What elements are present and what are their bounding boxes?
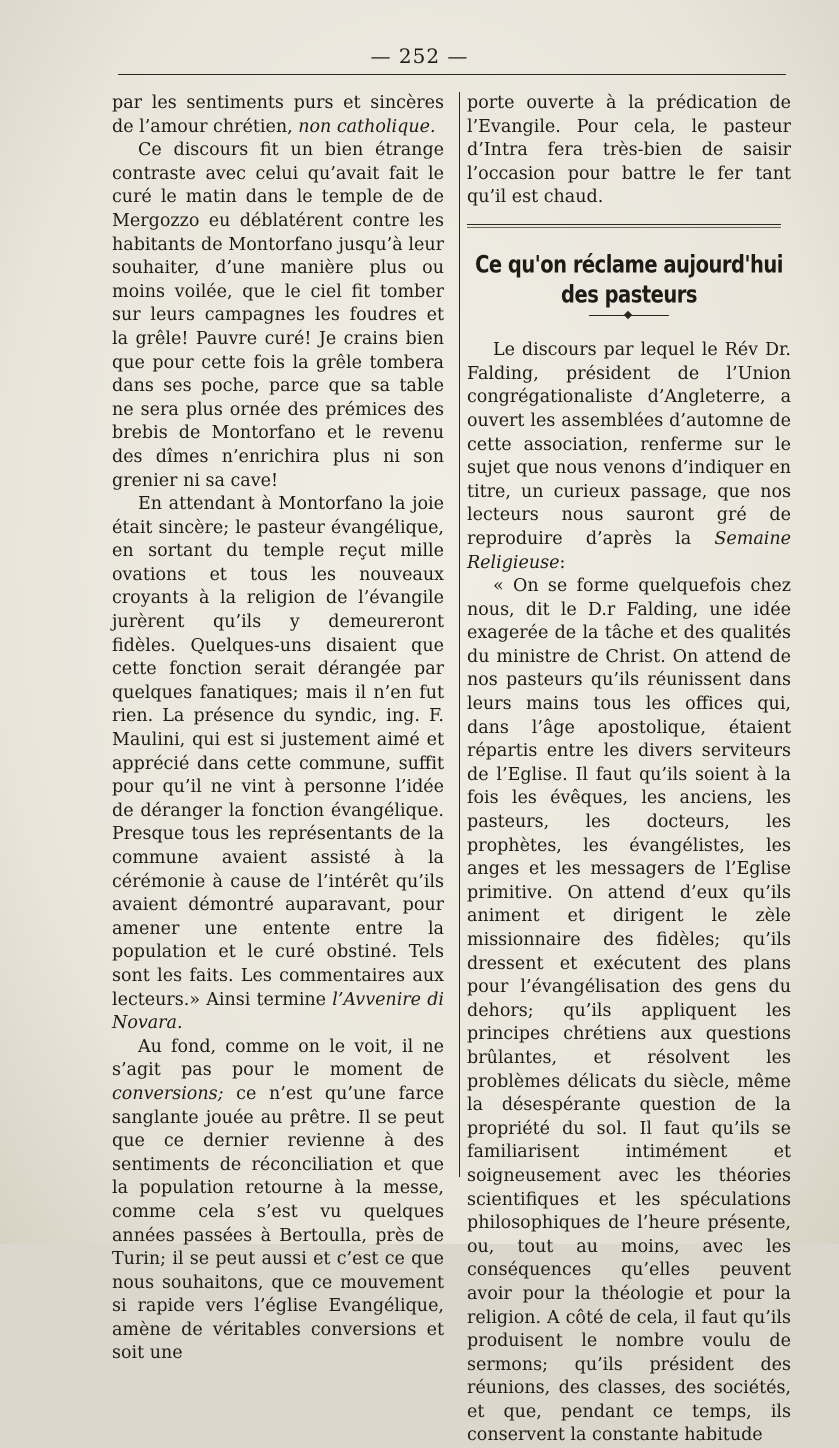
left-column bbox=[112, 92, 444, 1366]
article-body bbox=[467, 339, 791, 1448]
text-run: En attendant à Montorfano la joie était sincère; le pasteur évangélique, en sortant du temple reçut mille ovations et tous les nouveaux croyants à la religion de l’évangile jurèrent qu’ils y demeureront fidèles. Quelques-uns disaient que cette fonction serait dérangée par quelques fanatiques; mais il n’en fut rien. La présence du syndic, ing. F. Maulini, qui est si justement aimé et apprécié dans cette commune, suffit pour qu’il ne vint à personne l’idée de déranger la fonction évangélique. Presque tous les représentants de la commune avaient assisté à la cérémonie à cause de l’intérêt qu’ils avaient démontré auparavant, pour amener une entente entre la population et le curé obstiné. Tels sont les faits. Les commentaires aux lecteurs.» Ainsi termine bbox=[112, 494, 444, 1010]
text-run: Le discours par lequel le Rév Dr. Falding, président de l’Union congrégationaliste d’Angleterre, a ouvert les assemblées d’automne de cette association, renferme sur le sujet que nous venons d’indiquer en titre, un curieux passage, que nos lecteurs nous sauront gré de reproduire d’après la bbox=[467, 340, 791, 549]
right-column bbox=[467, 92, 791, 1448]
paragraph bbox=[112, 92, 444, 139]
italic-text-run: non catholique. bbox=[298, 116, 436, 137]
text-run: « On se forme quelquefois chez nous, dit le D.r Falding, une idée exagerée de la tâche et des qualités du ministre de Christ. On attend de nos pasteurs qu’ils réunissent dans leurs mains tous les offices qui, dans l’âge apostolique, étaient répartis entre les divers serviteurs de l’Eglise. Il faut qu’ils soient à la fois les évêques, les anciens, les pasteurs, les docteurs, les prophètes, les évangélistes, les anges et les messagers de l’Eglise primitive. On attend d’eux qu’ils animent et dirigent le zèle missionnaire des fidèles; qu’ils dressent et exécutent des plans pour l’évangélisation des gens du dehors; qu’ils appliquent les principes chrétiens aux questions brûlantes, et résolvent les problèmes délicats du siècle, même la désespérante question de la propriété du sol. Il faut qu’ils se familiarisent intimément et soigneusement avec les théories scientifiques et les spéculations philosophiques de l’heure présente, ou, tout au moins, avec les conséquences qu’elles peuvent avoir pour la théologie et pour la religion. A côté de cela, il faut qu’ils produisent le nombre voulu de sermons; qu’ils président des réunions, des classes, des sociétés, et que, pendant ce temps, ils conservent la constante habitude bbox=[467, 576, 791, 1446]
text-run: ce n’est qu’une farce sanglante jouée au prêtre. Il se peut que ce dernier revienne à des sentiments de réconciliation et que la population retourne à la messe, comme cela s’est vu quelques années passées à Bertoulla, près de Turin; il se peut aussi et c’est ce que nous souhaitons, que ce mouvement si rapide vers l’église Evangélique, amène de véritables conversions et soit une bbox=[112, 1083, 444, 1364]
text-run: Au fond, comme on le voit, il ne s’agit pas pour le moment de bbox=[112, 1036, 444, 1081]
text-run: : bbox=[559, 552, 566, 573]
paragraph bbox=[467, 575, 791, 1448]
text-run: Ce discours fit un bien étrange contraste avec celui qu’avait fait le curé le matin dans le temple de de Mergozzo eu déblatérent contre les habitants de Montorfano jusqu’à leur souhaiter, d’une manière plus ou moins voilée, que le ciel fit tomber sur leurs campagnes les foudres et la grêle! Pauvre curé! Je crains bien que pour cette fois la grêle tombera dans ses poche, parce que sa table ne sera plus ornée des prémices des brebis de Montorfano et le revenu des dîmes n’enrichira plus ni son grenier ni sa cave! bbox=[112, 140, 444, 491]
header-rule bbox=[118, 74, 786, 75]
page-number: — 252 — bbox=[370, 44, 469, 68]
paragraph bbox=[467, 92, 791, 210]
article-title: Ce qu'on réclame aujourd'hui des pasteurs bbox=[475, 250, 783, 309]
paragraph bbox=[112, 139, 444, 493]
italic-text-run: conversions; bbox=[112, 1083, 224, 1104]
italic-text-run: l’Avvenire di Novara. bbox=[112, 989, 445, 1034]
title-ornament bbox=[589, 311, 669, 319]
paragraph bbox=[112, 1036, 444, 1366]
text-run: porte ouverte à la prédication de l’Evangile. Pour cela, le pasteur d’Intra fera très-bien de saisir l’occasion pour battre le fer tant qu’il est chaud. bbox=[467, 93, 791, 208]
intro-paragraph-container bbox=[467, 92, 791, 210]
paragraph bbox=[112, 493, 444, 1036]
paragraph bbox=[467, 339, 791, 575]
column-divider bbox=[459, 92, 460, 1177]
text-run: par les sentiments purs et sincères de l’amour chrétien, bbox=[112, 93, 444, 137]
section-separator bbox=[467, 224, 781, 228]
italic-text-run: Semaine Religieuse bbox=[467, 528, 791, 573]
